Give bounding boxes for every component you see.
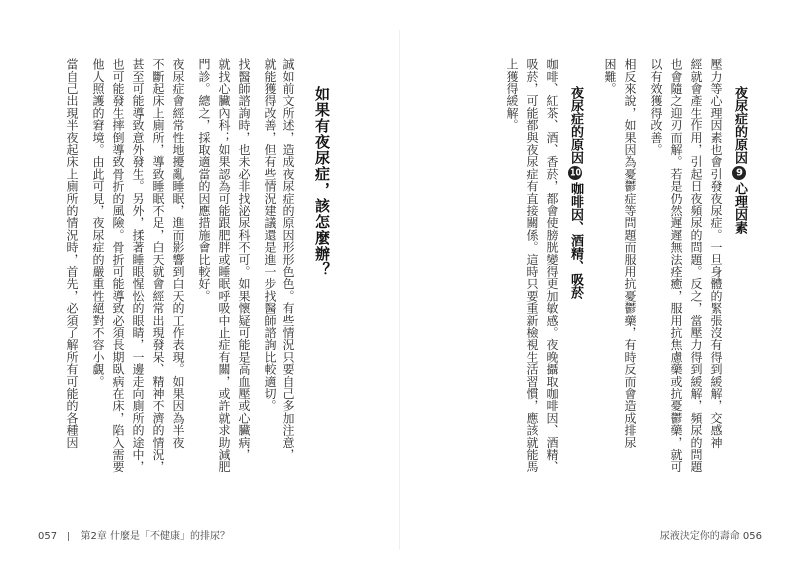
body-line: 以有效獲得改善。 [649,58,663,156]
body-line: 甚至可能導致意外發生。另外，揉著睡眼惺忪的眼睛，一邊走向廁所的途中， [131,58,145,473]
body-line: 找醫師諮詢時，也未必非找泌尿科不可。如果懷疑可能是高血壓或心臟病， [237,58,251,461]
footer-divider [68,532,69,541]
body-line: 誠如前文所述，造成夜尿症的原因形形色色。有些情況只要自己多加注意， [281,58,295,461]
body-line: 相反來說，如果因為憂鬱症等問題而服用抗憂鬱藥，有時反而會造成排尿 [623,58,637,449]
body-line: 當自己出現半夜起床上廁所的情況時，首先，必須了解所有可能的各種因 [65,58,79,449]
page-number: 056 [742,531,762,542]
chapter-label: 第2章 [80,531,107,542]
body-line: 也可能發生摔倒導致骨折的風險。骨折可能導致必須長期臥病在床，陷入需要 [111,58,125,473]
body-line: 壓力等心理因素也會引發夜尿症。一旦身體的緊張沒有得到緩解，交感神 [709,58,723,449]
heading-suffix: 心理因素 [732,182,747,234]
body-line: 吸菸，可能都與夜尿症有直接關係。這時只要重新檢視生活習慣，應該就能馬 [525,58,539,473]
body-line: 夜尿症會經常性地擾亂睡眠，進而影響到白天的工作表現。如果因為半夜 [171,58,185,449]
left-footer [38,527,230,542]
body-line: 他人照護的窘境。由此可見，夜尿症的嚴重性絕對不容小覷。 [91,58,105,388]
right-page [400,0,800,568]
heading-prefix: 夜尿症的原因 [568,86,583,164]
heading-prefix: 夜尿症的原因 [732,86,747,164]
number-badge: 9 [732,166,746,180]
number-badge: 10 [570,168,581,178]
body-line: 也會隨之迎刃而解。若是仍然遲遲無法痊癒，服用抗焦慮藥或抗憂鬱藥，就可 [669,58,683,473]
page-number: 057 [38,531,58,542]
body-line: 上獲得緩解。 [505,58,519,132]
body-line: 門診。總之，採取適當的因應措施會比較好。 [197,58,211,302]
body-line: 經就會產生作用，引起日夜頻尿的問題。反之，當壓力得到緩解，頻尿的問題 [689,58,703,473]
body-line: 不斷起床上廁所，導致睡眠不足，白天就會經常出現發呆、精神不濟的情況， [151,58,165,473]
body-line: 就能獲得改善，但有些情況建議還是進一步找醫師諮詢比較適切。 [263,58,277,412]
heading-cause-10 [566,86,585,299]
chapter-title: 什麼是「不健康」的排尿？ [110,531,231,542]
body-line: 咖啡、紅茶、酒、香菸，都會使膀胱變得更加敏感。夜晚攝取咖啡因、酒精、 [545,58,559,473]
right-footer [660,527,762,542]
heading-suffix: 咖啡因、酒精、吸菸 [568,182,583,299]
body-line: 就找心臟內科；如果認為可能跟肥胖或睡眠呼吸中止症有關，或許就求助減肥 [217,58,231,473]
book-title: 尿液決定你的壽命 [659,531,740,542]
body-line: 困難。 [603,58,617,95]
section-title: 如果有夜尿症，該怎麼辦？ [313,86,331,278]
heading-cause-9 [730,86,749,234]
